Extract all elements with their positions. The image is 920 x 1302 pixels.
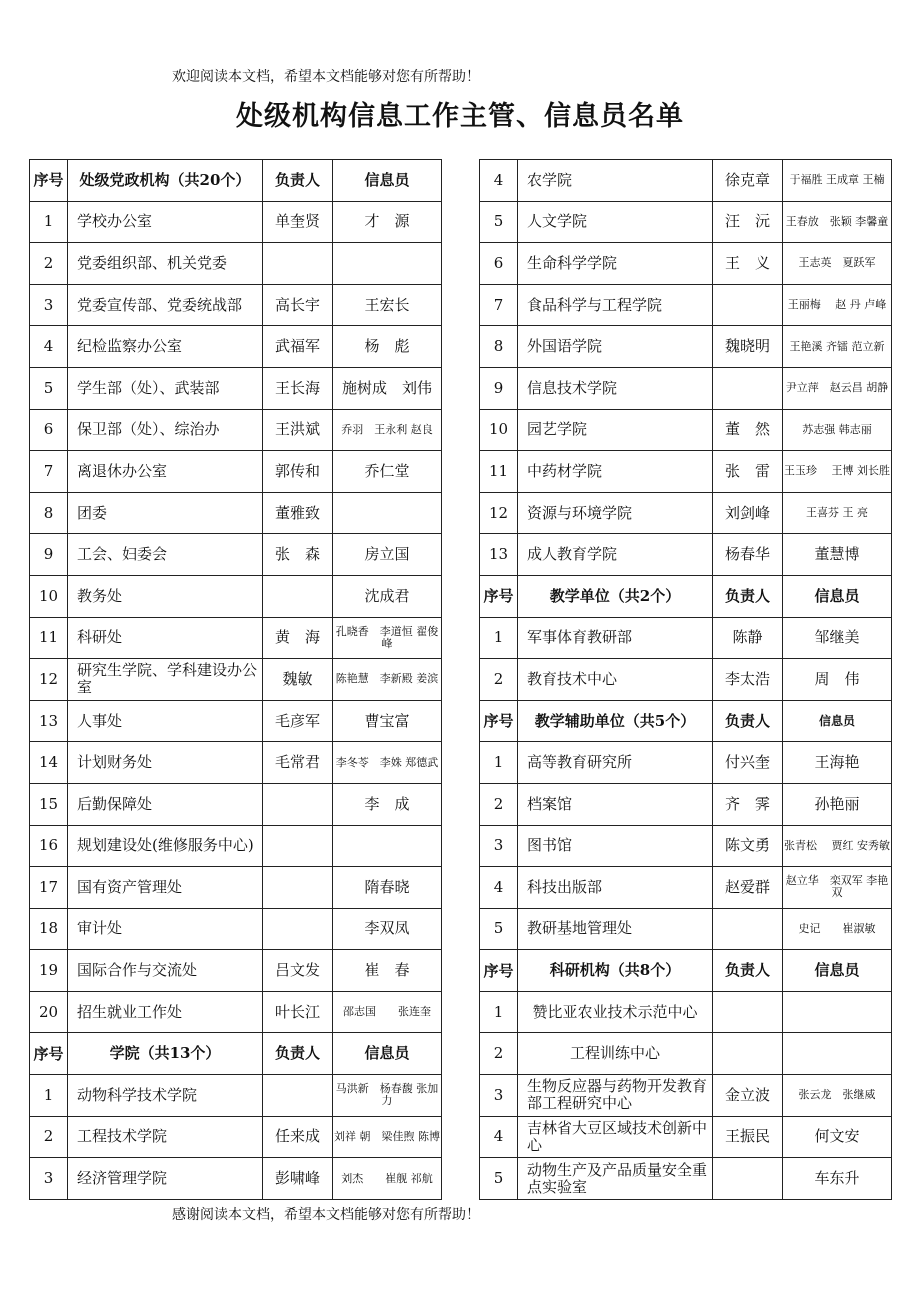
info-officer-cell: 张云龙 张继威 bbox=[783, 1075, 892, 1117]
table-row bbox=[480, 243, 892, 285]
table-row bbox=[480, 492, 892, 534]
leader-cell: 李太浩 bbox=[713, 659, 783, 701]
leader-cell: 黄 海 bbox=[263, 617, 333, 659]
table-row bbox=[480, 908, 892, 950]
unit-name-cell: 人事处 bbox=[68, 700, 263, 742]
seq-cell: 11 bbox=[480, 451, 518, 493]
leader-cell: 王长海 bbox=[263, 367, 333, 409]
seq-cell: 3 bbox=[30, 284, 68, 326]
leader-cell: 刘剑峰 bbox=[713, 492, 783, 534]
leader-cell bbox=[713, 284, 783, 326]
info-officer-cell bbox=[783, 991, 892, 1033]
info-officer-cell: 车东升 bbox=[783, 1158, 892, 1200]
info-officer-cell: 于福胜 王成章 王楠 bbox=[783, 160, 892, 202]
unit-name-cell: 科研处 bbox=[68, 617, 263, 659]
info-officer-cell bbox=[333, 492, 442, 534]
info-officer-cell: 李冬苓 李姝 郑德武 bbox=[333, 742, 442, 784]
seq-cell: 2 bbox=[30, 243, 68, 285]
info-officer-cell: 才 源 bbox=[333, 201, 442, 243]
table-row bbox=[480, 742, 892, 784]
info-officer-cell: 曹宝富 bbox=[333, 700, 442, 742]
seq-cell: 5 bbox=[480, 1158, 518, 1200]
leader-cell: 董 然 bbox=[713, 409, 783, 451]
leader-cell bbox=[263, 783, 333, 825]
seq-cell: 14 bbox=[30, 742, 68, 784]
leader-cell: 杨春华 bbox=[713, 534, 783, 576]
info-officer-cell: 李双凤 bbox=[333, 908, 442, 950]
unit-name-cell: 教学单位（共2个） bbox=[518, 575, 713, 617]
seq-cell: 4 bbox=[30, 326, 68, 368]
info-officer-cell: 王喜芬 王 亮 bbox=[783, 492, 892, 534]
seq-cell: 8 bbox=[480, 326, 518, 368]
seq-cell: 2 bbox=[480, 659, 518, 701]
seq-cell: 9 bbox=[30, 534, 68, 576]
table-row bbox=[30, 326, 442, 368]
seq-cell: 10 bbox=[30, 575, 68, 617]
unit-name-cell: 科研机构（共8个） bbox=[518, 950, 713, 992]
unit-name-cell: 计划财务处 bbox=[68, 742, 263, 784]
info-officer-cell: 信息员 bbox=[333, 1033, 442, 1075]
info-officer-cell: 施树成 刘伟 bbox=[333, 367, 442, 409]
seq-cell: 12 bbox=[480, 492, 518, 534]
seq-cell: 5 bbox=[480, 908, 518, 950]
seq-cell: 1 bbox=[30, 201, 68, 243]
leader-cell: 王 义 bbox=[713, 243, 783, 285]
seq-cell: 13 bbox=[480, 534, 518, 576]
table-row bbox=[480, 160, 892, 202]
info-officer-cell: 崔 春 bbox=[333, 950, 442, 992]
seq-cell: 3 bbox=[480, 1075, 518, 1117]
unit-name-cell: 国际合作与交流处 bbox=[68, 950, 263, 992]
leader-cell: 汪 沅 bbox=[713, 201, 783, 243]
info-officer-cell: 张青松 贾红 安秀敏 bbox=[783, 825, 892, 867]
info-officer-cell: 王丽梅 赵 丹 卢峰 bbox=[783, 284, 892, 326]
info-officer-cell: 邹继美 bbox=[783, 617, 892, 659]
seq-cell: 5 bbox=[30, 367, 68, 409]
section-header-row bbox=[30, 1033, 442, 1075]
leader-cell: 魏敏 bbox=[263, 659, 333, 701]
unit-name-cell: 资源与环境学院 bbox=[518, 492, 713, 534]
leader-cell: 金立波 bbox=[713, 1075, 783, 1117]
info-officer-cell: 王宏长 bbox=[333, 284, 442, 326]
table-row bbox=[480, 1116, 892, 1158]
right-roster-table bbox=[479, 159, 892, 1200]
seq-cell: 6 bbox=[30, 409, 68, 451]
table-row bbox=[480, 201, 892, 243]
table-row bbox=[30, 1116, 442, 1158]
leader-cell: 任来成 bbox=[263, 1116, 333, 1158]
table-row bbox=[30, 284, 442, 326]
info-officer-cell: 邵志国 张连奎 bbox=[333, 991, 442, 1033]
unit-name-cell: 食品科学与工程学院 bbox=[518, 284, 713, 326]
section-header-row bbox=[480, 700, 892, 742]
leader-cell bbox=[263, 867, 333, 909]
unit-name-cell: 离退休办公室 bbox=[68, 451, 263, 493]
table-row bbox=[480, 1158, 892, 1200]
table-row bbox=[30, 742, 442, 784]
leader-cell bbox=[713, 908, 783, 950]
unit-name-cell: 国有资产管理处 bbox=[68, 867, 263, 909]
info-officer-cell: 王海艳 bbox=[783, 742, 892, 784]
seq-cell: 3 bbox=[480, 825, 518, 867]
info-officer-cell: 苏志强 韩志丽 bbox=[783, 409, 892, 451]
unit-name-cell: 信息技术学院 bbox=[518, 367, 713, 409]
seq-cell: 3 bbox=[30, 1158, 68, 1200]
unit-name-cell: 工程技术学院 bbox=[68, 1116, 263, 1158]
info-officer-cell: 刘杰 崔舰 祁航 bbox=[333, 1158, 442, 1200]
info-officer-cell: 沈成君 bbox=[333, 575, 442, 617]
table-row bbox=[30, 700, 442, 742]
unit-name-cell: 高等教育研究所 bbox=[518, 742, 713, 784]
seq-cell: 序号 bbox=[30, 160, 68, 202]
unit-name-cell: 纪检监察办公室 bbox=[68, 326, 263, 368]
leader-cell: 负责人 bbox=[713, 575, 783, 617]
table-row bbox=[30, 534, 442, 576]
leader-cell: 王洪斌 bbox=[263, 409, 333, 451]
table-row bbox=[480, 326, 892, 368]
info-officer-cell: 信息员 bbox=[783, 700, 892, 742]
leader-cell: 负责人 bbox=[713, 700, 783, 742]
leader-cell: 高长宇 bbox=[263, 284, 333, 326]
info-officer-cell bbox=[333, 825, 442, 867]
info-officer-cell: 信息员 bbox=[783, 950, 892, 992]
unit-name-cell: 党委宣传部、党委统战部 bbox=[68, 284, 263, 326]
info-officer-cell: 史记 崔淑敏 bbox=[783, 908, 892, 950]
section-header-row bbox=[480, 575, 892, 617]
seq-cell: 2 bbox=[480, 1033, 518, 1075]
table-row bbox=[30, 1158, 442, 1200]
seq-cell: 6 bbox=[480, 243, 518, 285]
seq-cell: 17 bbox=[30, 867, 68, 909]
info-officer-cell: 尹立萍 赵云昌 胡静 bbox=[783, 367, 892, 409]
seq-cell: 4 bbox=[480, 867, 518, 909]
info-officer-cell: 王志英 夏跃军 bbox=[783, 243, 892, 285]
unit-name-cell: 吉林省大豆区域技术创新中心 bbox=[518, 1116, 713, 1158]
seq-cell: 10 bbox=[480, 409, 518, 451]
left-roster-table bbox=[29, 159, 442, 1200]
leader-cell bbox=[263, 1075, 333, 1117]
seq-cell: 15 bbox=[30, 783, 68, 825]
unit-name-cell: 人文学院 bbox=[518, 201, 713, 243]
table-row bbox=[30, 575, 442, 617]
table-row bbox=[30, 243, 442, 285]
seq-cell: 13 bbox=[30, 700, 68, 742]
leader-cell bbox=[263, 243, 333, 285]
leader-cell: 齐 霁 bbox=[713, 783, 783, 825]
info-officer-cell: 李 成 bbox=[333, 783, 442, 825]
seq-cell: 1 bbox=[480, 991, 518, 1033]
table-row bbox=[30, 659, 442, 701]
info-officer-cell: 周 伟 bbox=[783, 659, 892, 701]
leader-cell: 付兴奎 bbox=[713, 742, 783, 784]
seq-cell: 2 bbox=[480, 783, 518, 825]
unit-name-cell: 研究生学院、学科建设办公室 bbox=[68, 659, 263, 701]
leader-cell: 负责人 bbox=[263, 1033, 333, 1075]
leader-cell: 张 雷 bbox=[713, 451, 783, 493]
leader-cell: 叶长江 bbox=[263, 991, 333, 1033]
info-officer-cell: 何文安 bbox=[783, 1116, 892, 1158]
info-officer-cell: 信息员 bbox=[333, 160, 442, 202]
leader-cell bbox=[263, 825, 333, 867]
info-officer-cell: 杨 彪 bbox=[333, 326, 442, 368]
leader-cell: 负责人 bbox=[713, 950, 783, 992]
leader-cell: 王振民 bbox=[713, 1116, 783, 1158]
info-officer-cell: 乔仁堂 bbox=[333, 451, 442, 493]
leader-cell: 彭啸峰 bbox=[263, 1158, 333, 1200]
leader-cell: 吕文发 bbox=[263, 950, 333, 992]
leader-cell: 毛常君 bbox=[263, 742, 333, 784]
seq-cell: 序号 bbox=[480, 575, 518, 617]
table-row bbox=[30, 451, 442, 493]
unit-name-cell: 图书馆 bbox=[518, 825, 713, 867]
info-officer-cell: 刘祥 朝 梁佳煦 陈博 bbox=[333, 1116, 442, 1158]
seq-cell: 19 bbox=[30, 950, 68, 992]
leader-cell: 陈文勇 bbox=[713, 825, 783, 867]
unit-name-cell: 工会、妇委会 bbox=[68, 534, 263, 576]
seq-cell: 4 bbox=[480, 160, 518, 202]
table-row bbox=[480, 409, 892, 451]
unit-name-cell: 学院（共13个） bbox=[68, 1033, 263, 1075]
unit-name-cell: 教学辅助单位（共5个） bbox=[518, 700, 713, 742]
info-officer-cell: 陈艳慧 李新殿 姜滨 bbox=[333, 659, 442, 701]
table-row bbox=[480, 1075, 892, 1117]
info-officer-cell: 孙艳丽 bbox=[783, 783, 892, 825]
unit-name-cell: 审计处 bbox=[68, 908, 263, 950]
seq-cell: 5 bbox=[480, 201, 518, 243]
unit-name-cell: 学生部（处）、武装部 bbox=[68, 367, 263, 409]
seq-cell: 序号 bbox=[480, 950, 518, 992]
table-row bbox=[30, 1075, 442, 1117]
unit-name-cell: 成人教育学院 bbox=[518, 534, 713, 576]
leader-cell bbox=[263, 575, 333, 617]
leader-cell: 陈静 bbox=[713, 617, 783, 659]
seq-cell: 8 bbox=[30, 492, 68, 534]
unit-name-cell: 军事体育教研部 bbox=[518, 617, 713, 659]
leader-cell bbox=[713, 367, 783, 409]
unit-name-cell: 生命科学学院 bbox=[518, 243, 713, 285]
unit-name-cell: 后勤保障处 bbox=[68, 783, 263, 825]
unit-name-cell: 动物生产及产品质量安全重点实验室 bbox=[518, 1158, 713, 1200]
table-row bbox=[30, 783, 442, 825]
unit-name-cell: 动物科学技术学院 bbox=[68, 1075, 263, 1117]
info-officer-cell: 房立国 bbox=[333, 534, 442, 576]
leader-cell: 董雅致 bbox=[263, 492, 333, 534]
seq-cell: 20 bbox=[30, 991, 68, 1033]
unit-name-cell: 处级党政机构（共20个） bbox=[68, 160, 263, 202]
seq-cell: 1 bbox=[480, 742, 518, 784]
table-row bbox=[30, 825, 442, 867]
section-header-row bbox=[480, 950, 892, 992]
table-row bbox=[480, 451, 892, 493]
table-row bbox=[30, 991, 442, 1033]
unit-name-cell: 保卫部（处）、综治办 bbox=[68, 409, 263, 451]
seq-cell: 4 bbox=[480, 1116, 518, 1158]
table-row bbox=[30, 867, 442, 909]
info-officer-cell: 董慧博 bbox=[783, 534, 892, 576]
seq-cell: 序号 bbox=[30, 1033, 68, 1075]
table-row bbox=[480, 783, 892, 825]
leader-cell: 徐克章 bbox=[713, 160, 783, 202]
table-row bbox=[480, 867, 892, 909]
unit-name-cell: 教研基地管理处 bbox=[518, 908, 713, 950]
table-row bbox=[30, 950, 442, 992]
unit-name-cell: 招生就业工作处 bbox=[68, 991, 263, 1033]
seq-cell: 7 bbox=[480, 284, 518, 326]
seq-cell: 2 bbox=[30, 1116, 68, 1158]
info-officer-cell: 孔晓香 李道恒 翟俊峰 bbox=[333, 617, 442, 659]
table-row bbox=[30, 908, 442, 950]
seq-cell: 9 bbox=[480, 367, 518, 409]
unit-name-cell: 教务处 bbox=[68, 575, 263, 617]
table-row bbox=[480, 617, 892, 659]
leader-cell bbox=[263, 908, 333, 950]
table-row bbox=[480, 659, 892, 701]
unit-name-cell: 工程训练中心 bbox=[518, 1033, 713, 1075]
info-officer-cell: 乔羽 王永利 赵良 bbox=[333, 409, 442, 451]
unit-name-cell: 学校办公室 bbox=[68, 201, 263, 243]
leader-cell: 单奎贤 bbox=[263, 201, 333, 243]
info-officer-cell: 王玉珍 王博 刘长胜 bbox=[783, 451, 892, 493]
table-row bbox=[480, 991, 892, 1033]
leader-cell: 负责人 bbox=[263, 160, 333, 202]
unit-name-cell: 科技出版部 bbox=[518, 867, 713, 909]
seq-cell: 16 bbox=[30, 825, 68, 867]
unit-name-cell: 团委 bbox=[68, 492, 263, 534]
table-row bbox=[480, 367, 892, 409]
table-row bbox=[30, 617, 442, 659]
info-officer-cell: 信息员 bbox=[783, 575, 892, 617]
seq-cell: 1 bbox=[30, 1075, 68, 1117]
leader-cell bbox=[713, 1033, 783, 1075]
seq-cell: 12 bbox=[30, 659, 68, 701]
unit-name-cell: 规划建设处(维修服务中心) bbox=[68, 825, 263, 867]
info-officer-cell: 隋春晓 bbox=[333, 867, 442, 909]
leader-cell: 毛彦军 bbox=[263, 700, 333, 742]
unit-name-cell: 生物反应器与药物开发教育部工程研究中心 bbox=[518, 1075, 713, 1117]
leader-cell: 魏晓明 bbox=[713, 326, 783, 368]
table-row bbox=[30, 492, 442, 534]
seq-cell: 7 bbox=[30, 451, 68, 493]
unit-name-cell: 赞比亚农业技术示范中心 bbox=[518, 991, 713, 1033]
unit-name-cell: 教育技术中心 bbox=[518, 659, 713, 701]
header-note: 欢迎阅读本文档，希望本文档能够对您有所帮助！ bbox=[172, 69, 480, 85]
info-officer-cell bbox=[333, 243, 442, 285]
table-row bbox=[480, 825, 892, 867]
table-row bbox=[480, 284, 892, 326]
unit-name-cell: 园艺学院 bbox=[518, 409, 713, 451]
seq-cell: 序号 bbox=[480, 700, 518, 742]
table-row bbox=[30, 201, 442, 243]
leader-cell bbox=[713, 991, 783, 1033]
info-officer-cell: 赵立华 栾双军 李艳双 bbox=[783, 867, 892, 909]
table-row bbox=[480, 534, 892, 576]
seq-cell: 18 bbox=[30, 908, 68, 950]
section-header-row bbox=[30, 160, 442, 202]
unit-name-cell: 档案馆 bbox=[518, 783, 713, 825]
table-row bbox=[30, 409, 442, 451]
info-officer-cell: 王春放 张颖 李馨童 bbox=[783, 201, 892, 243]
unit-name-cell: 外国语学院 bbox=[518, 326, 713, 368]
leader-cell: 武福军 bbox=[263, 326, 333, 368]
footer-note: 感谢阅读本文档，希望本文档能够对您有所帮助！ bbox=[172, 1207, 480, 1223]
table-row bbox=[480, 1033, 892, 1075]
seq-cell: 11 bbox=[30, 617, 68, 659]
leader-cell bbox=[713, 1158, 783, 1200]
info-officer-cell: 马洪新 杨春馥 张加力 bbox=[333, 1075, 442, 1117]
unit-name-cell: 经济管理学院 bbox=[68, 1158, 263, 1200]
leader-cell: 赵爱群 bbox=[713, 867, 783, 909]
page-title: 处级机构信息工作主管、信息员名单 bbox=[236, 101, 684, 132]
leader-cell: 郭传和 bbox=[263, 451, 333, 493]
info-officer-cell: 王艳溪 齐镭 范立新 bbox=[783, 326, 892, 368]
unit-name-cell: 党委组织部、机关党委 bbox=[68, 243, 263, 285]
table-row bbox=[30, 367, 442, 409]
unit-name-cell: 农学院 bbox=[518, 160, 713, 202]
seq-cell: 1 bbox=[480, 617, 518, 659]
leader-cell: 张 森 bbox=[263, 534, 333, 576]
info-officer-cell bbox=[783, 1033, 892, 1075]
unit-name-cell: 中药材学院 bbox=[518, 451, 713, 493]
